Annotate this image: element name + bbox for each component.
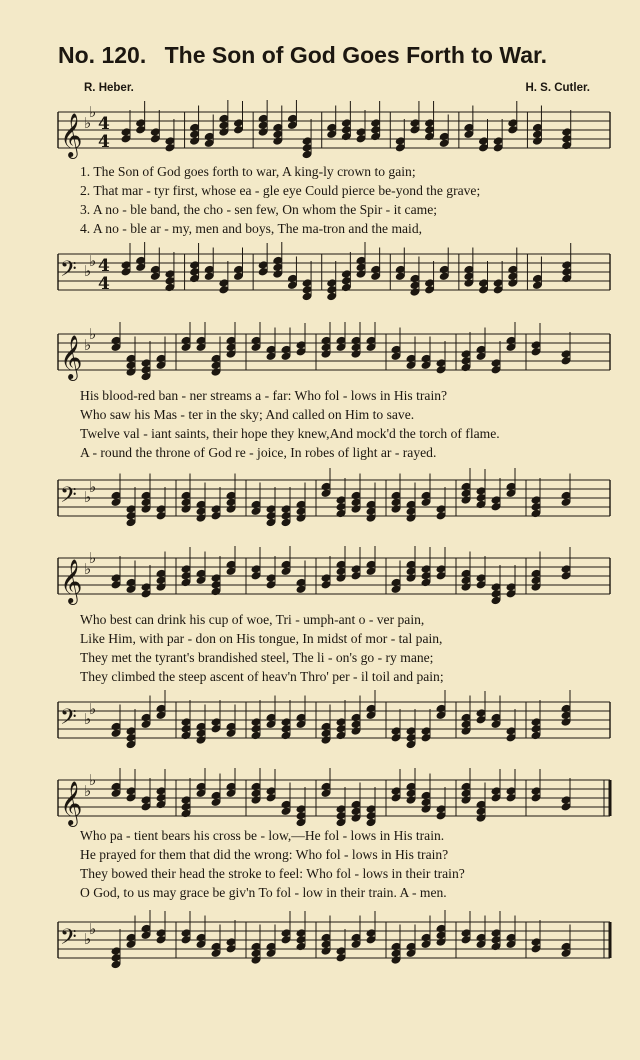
key-signature-flat-icon: ♭	[89, 549, 97, 567]
bass-clef-icon: 𝄢	[60, 483, 77, 513]
key-signature-flat-icon: ♭	[84, 930, 92, 948]
treble-clef-icon: 𝄞	[60, 113, 83, 157]
lyric-line: 1. The Son of God goes forth to war, A king-ly crown to gain;	[80, 164, 416, 179]
treble-staff-2	[0, 322, 640, 392]
composer-credit: H. S. Cutler.	[525, 82, 590, 94]
key-signature-flat-icon: ♭	[84, 710, 92, 728]
key-signature-flat-icon: ♭	[89, 920, 97, 938]
treble-clef-icon: 𝄞	[60, 781, 83, 825]
hymn-title-line	[58, 42, 547, 69]
bass-staff-3	[0, 690, 640, 760]
verse-lines-1	[80, 162, 610, 238]
bass-staff-2	[0, 468, 640, 538]
bass-clef-icon: 𝄢	[60, 705, 77, 735]
key-signature-flat-icon: ♭	[84, 560, 92, 578]
verse-lines-4	[80, 826, 610, 902]
lyric-line: 3. A no - ble band, the cho - sen few, On whom the Spir - it came;	[80, 202, 438, 217]
lyric-line: They met the tyrant's brandished steel, The li - on's go - ry mane;	[80, 650, 434, 665]
lyric-line: Who saw his Mas - ter in the sky; And called on Him to save.	[80, 407, 415, 422]
key-signature-flat-icon: ♭	[89, 700, 97, 718]
key-signature-flat-icon: ♭	[89, 252, 97, 270]
lyric-line: His blood-red ban - ner streams a - far: Who fol - lows in His train?	[80, 388, 448, 403]
time-signature-bottom: 4	[98, 274, 110, 294]
key-signature-flat-icon: ♭	[89, 478, 97, 496]
lyric-line: O God, to us may grace be giv'n To fol - low in their train. A - men.	[80, 885, 447, 900]
bass-clef-icon: 𝄢	[60, 257, 77, 287]
key-signature-flat-icon: ♭	[84, 782, 92, 800]
key-signature-flat-icon: ♭	[89, 325, 97, 343]
key-signature-flat-icon: ♭	[84, 114, 92, 132]
treble-clef-icon: 𝄞	[60, 335, 83, 379]
lyric-line: 4. A no - ble ar - my, men and boys, The ma-tron and the maid,	[80, 221, 423, 236]
verse-lines-3	[80, 610, 610, 686]
bass-staff-1	[0, 242, 640, 312]
treble-clef-icon: 𝄞	[60, 559, 83, 603]
lyric-line: A - round the throne of God re - joice, In robes of light ar - rayed.	[80, 445, 437, 460]
lyric-line: They climbed the steep ascent of heav'n Thro' per - il toil and pain;	[80, 669, 444, 684]
lyric-line: 2. That mar - tyr first, whose ea - gle eye Could pierce be-yond the grave;	[80, 183, 481, 198]
author-credit: R. Heber.	[84, 82, 134, 94]
key-signature-flat-icon: ♭	[84, 262, 92, 280]
lyric-line: Twelve val - iant saints, their hope they knew,And mock'd the torch of flame.	[80, 426, 500, 441]
time-signature-top: 4	[98, 114, 110, 134]
hymn-title: The Son of God Goes Forth to War.	[164, 42, 548, 68]
lyric-line: Who best can drink his cup of woe, Tri - umph-ant o - ver pain,	[80, 612, 425, 627]
time-signature-bottom: 4	[98, 132, 110, 152]
lyric-line: They bowed their head the stroke to feel: Who fol - lows in their train?	[80, 866, 465, 881]
lyric-line: Who pa - tient bears his cross be - low,—He fol - lows in His train.	[80, 828, 445, 843]
lyric-line: He prayed for them that did the wrong: Who fol - lows in His train?	[80, 847, 449, 862]
key-signature-flat-icon: ♭	[84, 336, 92, 354]
bass-staff-4	[0, 910, 640, 980]
key-signature-flat-icon: ♭	[84, 488, 92, 506]
verse-lines-2	[80, 386, 610, 462]
key-signature-flat-icon: ♭	[89, 103, 97, 121]
treble-staff-3	[0, 546, 640, 616]
lyric-line: Like Him, with par - don on His tongue, In midst of mor - tal pain,	[80, 631, 443, 646]
time-signature-top: 4	[98, 256, 110, 276]
key-signature-flat-icon: ♭	[89, 771, 97, 789]
treble-staff-1	[0, 100, 640, 170]
hymn-number: No. 120.	[58, 42, 147, 68]
bass-clef-icon: 𝄢	[60, 925, 77, 955]
